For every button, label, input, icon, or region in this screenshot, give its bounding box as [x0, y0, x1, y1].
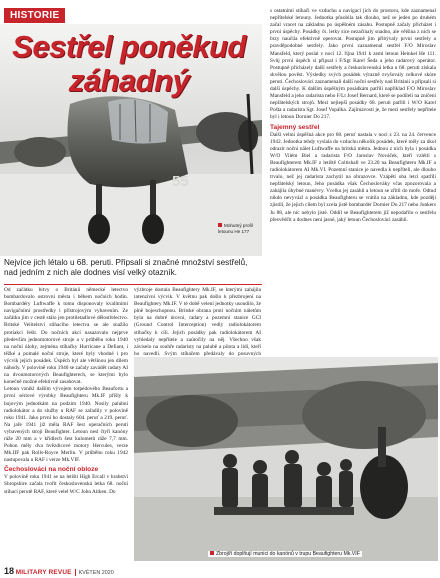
- caption-marker: [218, 223, 222, 227]
- col3-paragraph-1: s ostatními stíhači ve vzduchu a navigaci jich do prostoru, kde zaznamenal nepřítelské letouny. Jednotka působila tak dlouho, než se jeden po druhém začal vracet na základnu po úspěšném zásahu. Postupně začaly přicházet i první úspěchy. Posádky čs. letky sice nezačínaly snadno, ale většina z nich se brzy naučila efektivně operovat. Postupně jim přibývaly první sestřely a pravděpodobné sestřely. Jako první zaznamenal sestřel F/O Miroslav Mansfeld, který poslal v noci 12. října 1941 k zemi letoun Heinkel He 111. Svůj první úspěch si připsal i F/Sgt Karel Šeda a jeho radarový operátor. Postupně přicházely další sestřely a československá letka u 68. peruti získala skvělou pověst. Výsledky svých posádek výrazně zvyšovaly celkové skóre peruti. Čechoslováci zaznamenali další noční sestřely nad Británií a připsali si další úspěchy. K dalším úspěšným posádkám patřili například F/O Miroslav Mansfeld a jeho radarista nebo F/Lt Josef Bernard, které se podíleli na zničení nepřátelských strojů. Mezi nejlepší posádky 68. peruti patřili i W/O Karel Pošta a radarista Sgt. Josef Vopálka. Zajímavostí je, že mezi sestřely nepřítele byl i letoun Dornier Do 217.: [270, 8, 436, 121]
- lead-paragraph: Nejvíce jich létalo u 68. peruti. Připsali si značné množství sestřelů, nad jedním z nich ale dodnes visí velký otazník.: [4, 257, 248, 278]
- column-1: [4, 287, 128, 496]
- col2-paragraph-1: výzbroje dostala Beaufightery Mk.IF, se kterými zahájila intenzivní výcvik. V květnu pak došlo k přezbrojení na Beaufightery Mk.IF. V té době velení jednotky usoudilo, že plně bojeschopnou. Britské obrana proti nočním náletům byla na dobré úrovni, radary a pozemní stanice GCI (Ground Control Interception) vedly radiolokátorem stíhačky k cíli. Jejich posádky pak radiolokátorem AI vyhledaly nepřítele a zaútočily na něj. Všechno však záviselo na souhře radaristy na palubě a pilota a lidí, kteří ho navedli. Svým stíhačem předávaly do posuvných: [134, 287, 261, 357]
- magazine-name: MILITARY REVUE: [15, 569, 72, 576]
- photo1-caption: [218, 223, 266, 235]
- caption-marker: [210, 551, 214, 555]
- title-line-1: Sestřel poněkud: [12, 29, 246, 64]
- page-footer: [4, 566, 436, 576]
- article-title: [0, 30, 258, 98]
- issue-date: KVĚTEN 2020: [78, 570, 114, 576]
- photo1-caption-text: Mohutný profil letounu He 177: [218, 223, 253, 234]
- footer-separator: [75, 569, 76, 576]
- column-3: [270, 8, 436, 224]
- svg-text:55: 55: [172, 173, 189, 190]
- page-number: 18: [4, 566, 15, 576]
- section-tag: HISTORIE: [4, 8, 65, 23]
- lead-divider: [4, 284, 262, 285]
- title-line-2: záhadný: [68, 63, 190, 98]
- photo2-caption-text: Zbrojíři doplňují munici do kanónů v trupu Beaufighteru Mk.VIF: [216, 551, 360, 557]
- armourers-photo: [134, 357, 438, 561]
- col1-paragraph-2: Letoun vznikl dalším vývojem torpédového Beaufortu a první sériové výrobky Beaufighteru Mk.IF přišly k bojovým jednotkám na podzim 1940. Nosily palubní radiolokátor a do služby u RAF se zařadily v polovině roku 1941. Jako první ho dostaly 604. peruť a 219. peruť. Na jaře 1941 již měla RAF šest operačních perutí vybavených stroji Beaufighter. Letoun nesl čtyři kanóny ráže 20 mm a v křídlech šest kulometů ráže 7,7 mm. Pohon měly dva hvězdicové motory Hercules, verze Mk.IIF pak Rolls-Royce Merlin. V průběhu roku 1942 nastupovala u RAF i verze Mk.VIF.: [4, 386, 128, 464]
- col1-paragraph-1: Od začátku bitvy o Británii německé letectvo bombardovalo ostrovní města i během nočních hodin. Bombardéry Luftwaffe k tomu disponovaly kvalitními navigačními prostředky i přístrojovým vybavením. Ze začátku jim v cestě stálo jen protiletadlové dělostřelectvo. Britské Velitelství stíhacího letectva se ale snažilo protiakci řešit. Do nočních akcí nasazovalo nejprve především jednomotorové stroje a v průběhu roku 1940 na noční úlohy, zejména stíhačky Hurricane a Defiant, i těžké a pomalé noční stroje, které byly vhodné i pro výcvik jejich posádek. Úspěch byl ale většinou jen dílem náhody. V polovině roku 1940 se začaly zavádět radary AI na dvoumotorových Beaufighterech, se kterými bylo konečně možné efektivně zasahovat.: [4, 287, 128, 386]
- col3-subheading: Tajemný sestřel: [270, 123, 320, 131]
- col1-paragraph-3: V polovině roku 1941 se na letišti High Ercall v hrabství Shropshire začala tvořit československá letka 68. noční stíhací perutě RAF, které velel W/C John Aitken. Do: [4, 474, 128, 495]
- photo2-caption: [208, 551, 362, 557]
- col1-subheading: Čechoslováci na noční obloze: [4, 466, 99, 474]
- col3-paragraph-2: Další velmi úspěšná akce pro 68. peruť nastala v noci z 23. na 24. července 1942. Jednotka tehdy vyslala do vzduchu několik posádek, které měly za úkol odrazit noční nálet Luftwaffe na britská města. Jednou z nich byla i posádka W/O Vilém Biel a radarista F/O Jaroslav Nováček, kteří vzlétli s Beaufighterem Mk.IF z letiště Coltishall ve 23.20 na Beaufighteru Mk.IF a radiolokátorem AI Mk.VI. Pozemní stanice je navedla k nepříteli, ale dlouho trvalo, než jej radarista zachytil na obrazovce. Vzápětí oba letci spatřili nepřátelský letoun, Jeho posádka však Čechoslováky včas zpozorovala a zahájila úhybné manévry. Vcelku jej zasáhli a letoun se zřítil do moře. Odtud nikdo nevyvázl a posádka Beaufighteru se vrátila na základnu, kde později zjistili, že jejich cílem byl zcela jistě bombardér Dornier Do 217 nebo Junkers Ju 88, ale nic nebylo jisté. Oddíl se Beaufighterem již nepodařilo o sestřelu přesvědčit a dodnes není jasné, jaký letoun Čechoslováci zasáhli.: [270, 131, 436, 223]
